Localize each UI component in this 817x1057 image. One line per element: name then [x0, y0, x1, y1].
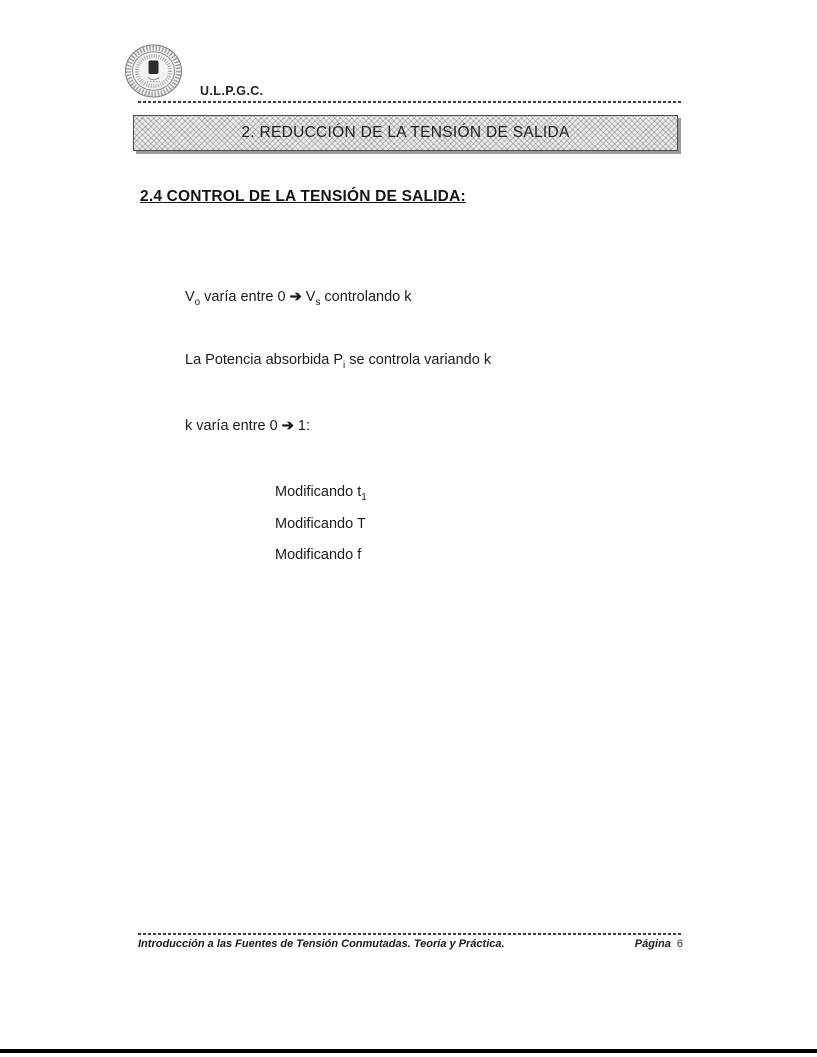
body-line-k — [185, 418, 310, 434]
text-fragment: V — [185, 289, 195, 305]
scan-edge-bar — [0, 1049, 817, 1053]
text-fragment: 1: — [293, 418, 310, 434]
text-fragment: V — [301, 289, 316, 305]
text-fragment: controlando k — [320, 289, 412, 305]
chapter-banner-text: 2. REDUCCIÓN DE LA TENSIÓN DE SALIDA — [241, 124, 570, 141]
seal-icon — [124, 44, 183, 99]
page-label: Página — [634, 938, 671, 950]
header-divider — [138, 101, 681, 103]
text-fragment: k varía entre 0 — [185, 418, 282, 434]
text-fragment: Modificando f — [275, 547, 362, 563]
text-fragment: Modificando t — [275, 484, 362, 500]
list-item-f — [275, 547, 361, 563]
list-item-t1 — [275, 484, 367, 503]
text-fragment: La Potencia absorbida P — [185, 352, 343, 368]
subscript: i — [343, 359, 346, 371]
footer-book-title: Introducción a las Fuentes de Tensión Conmutadas. Teoría y Práctica. — [138, 938, 505, 950]
subscript: 1 — [361, 491, 367, 503]
footer — [138, 938, 683, 950]
body-line-vo — [185, 289, 412, 308]
institution-label: U.L.P.G.C. — [200, 84, 264, 98]
footer-divider — [138, 933, 683, 935]
list-item-T — [275, 516, 366, 532]
arrow-right-icon: ➔ — [289, 289, 302, 305]
chapter-banner — [133, 115, 678, 151]
text-fragment: se controla variando k — [345, 352, 492, 368]
arrow-right-icon: ➔ — [281, 418, 294, 434]
section-heading: 2.4 CONTROL DE LA TENSIÓN DE SALIDA: — [140, 188, 466, 205]
text-fragment: Modificando T — [275, 516, 366, 532]
page-number: 6 — [676, 938, 683, 950]
subscript: o — [194, 296, 201, 308]
subscript: s — [315, 296, 321, 308]
body-line-potencia — [185, 352, 492, 371]
text-fragment: varía entre 0 — [200, 289, 290, 305]
university-seal-logo — [124, 44, 183, 99]
page-indicator — [635, 938, 683, 950]
